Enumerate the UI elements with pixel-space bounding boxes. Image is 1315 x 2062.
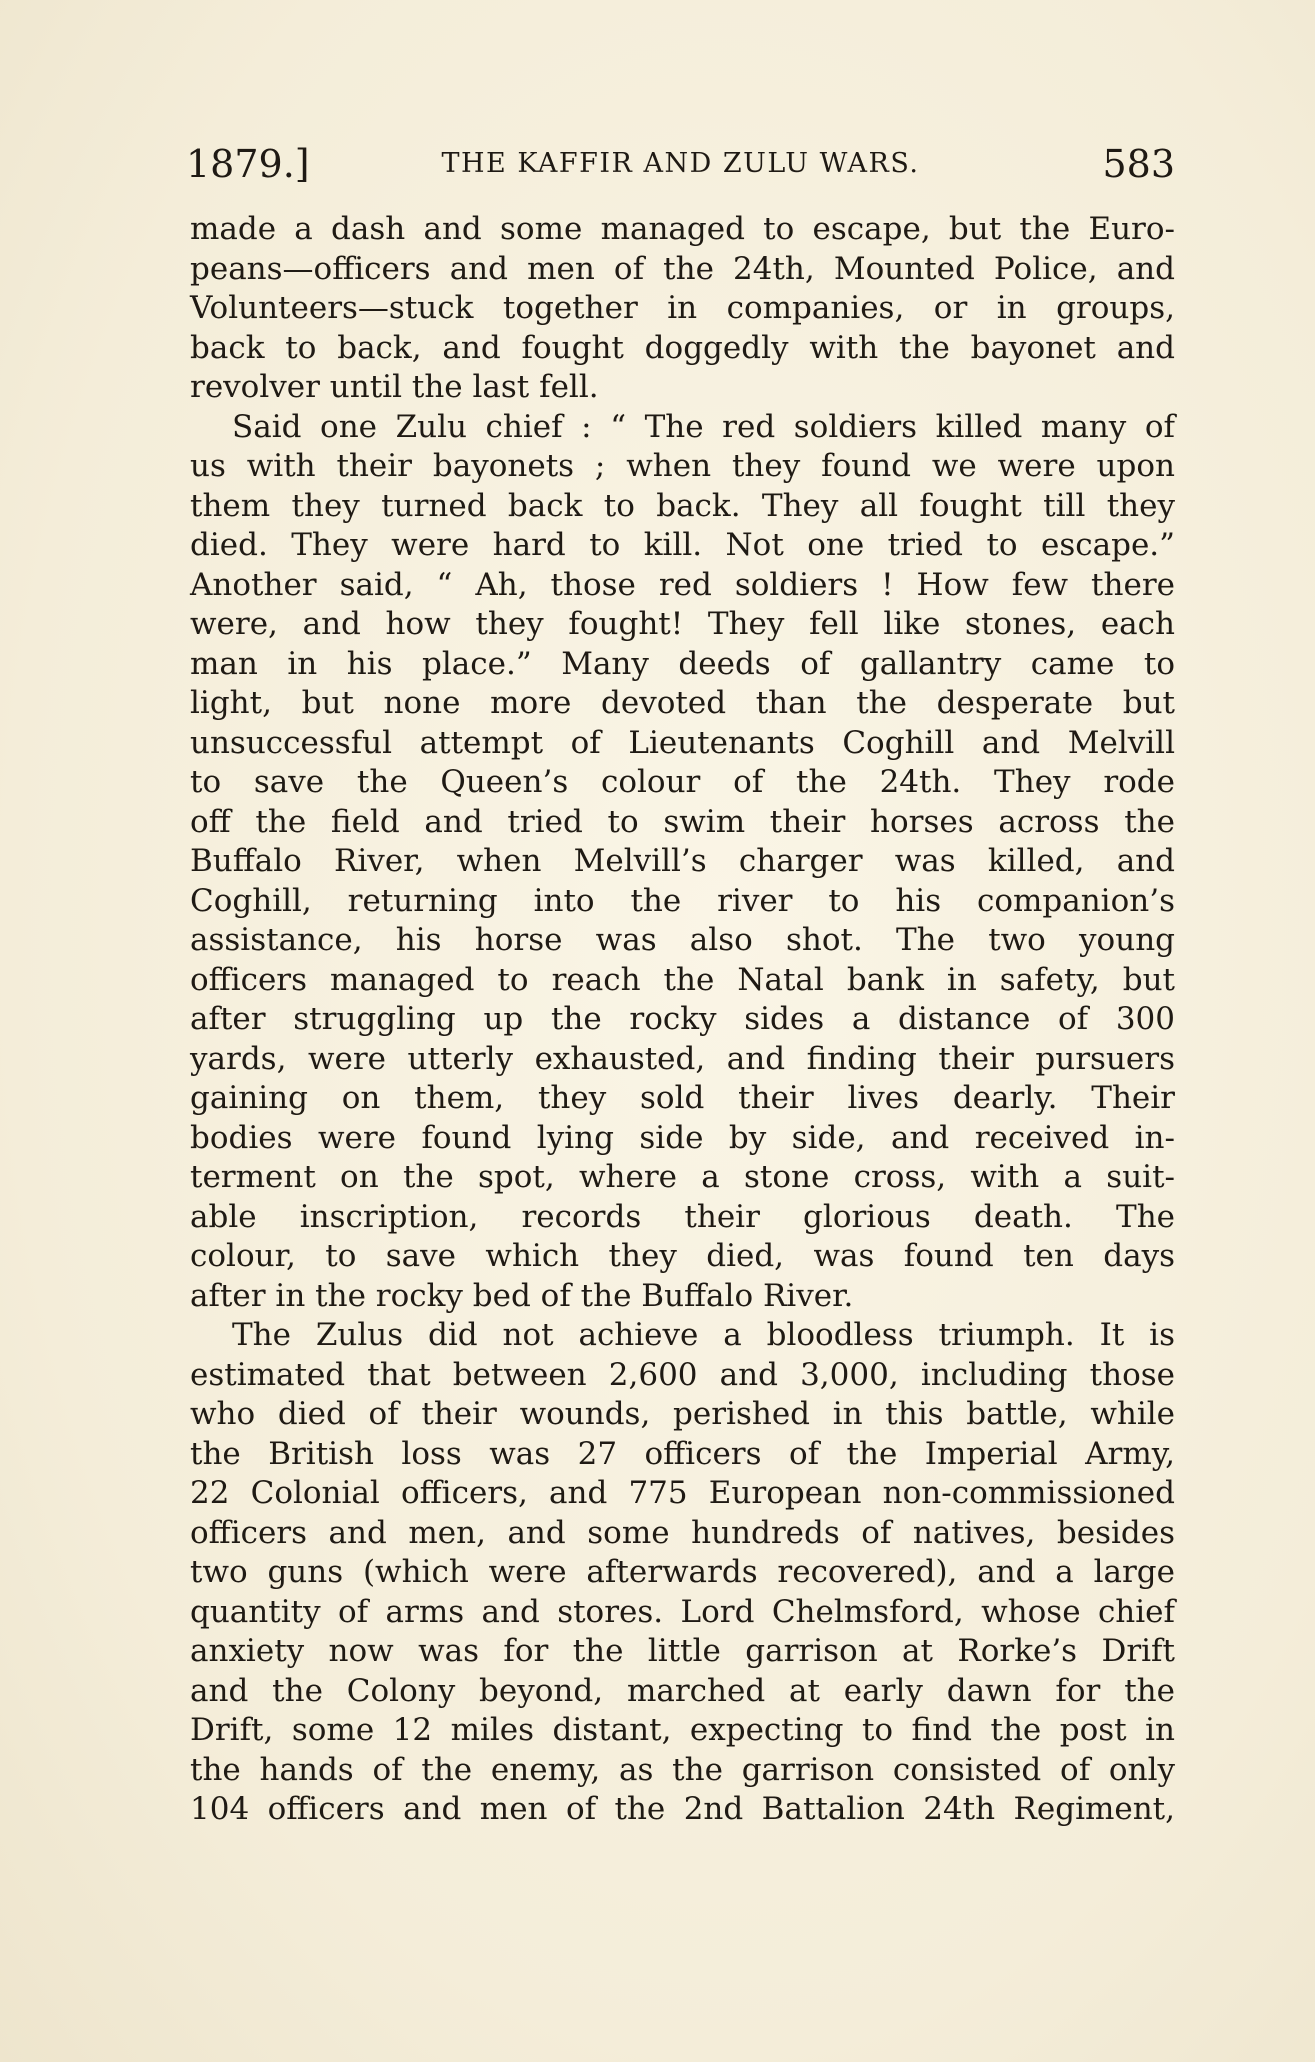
text-line: and the Colony beyond, marched at early dawn for the: [190, 1672, 1175, 1709]
text-line: Coghill, returning into the river to his companion’s: [190, 882, 1175, 919]
header-year: 1879.]: [186, 142, 310, 186]
text-line: anxiety now was for the little garrison at Rorke’s Drift: [190, 1633, 1175, 1669]
text-line: Volunteers—stuck together in companies, or in groups,: [190, 290, 1175, 326]
text-line: peans—officers and men of the 24th, Mounted Police, and: [190, 250, 1175, 287]
text-line: back to back, and fought doggedly with the bayonet and: [190, 329, 1175, 366]
text-line: unsuccessful attempt of Lieutenants Coghill and Melvill: [190, 724, 1175, 761]
text-line: 22 Colonial officers, and 775 European non-commissioned: [190, 1475, 1175, 1511]
text-line: able inscription, records their glorious death. The: [190, 1198, 1175, 1235]
text-line: bodies were found lying side by side, and received in-: [190, 1119, 1175, 1156]
text-line: colour, to save which they died, was found ten days: [190, 1238, 1175, 1274]
text-line: to save the Queen’s colour of the 24th. They rode: [190, 764, 1175, 800]
body-text: [190, 210, 1175, 1830]
text-line: quantity of arms and stores. Lord Chelmsford, whose chief: [190, 1593, 1175, 1630]
text-line: Buffalo River, when Melvill’s charger was killed, and: [190, 843, 1175, 879]
text-line: light, but none more devoted than the desperate but: [190, 685, 1175, 721]
text-line: 104 officers and men of the 2nd Battalion 24th Regiment,: [190, 1791, 1175, 1827]
text-line: officers and men, and some hundreds of natives, besides: [190, 1514, 1175, 1551]
text-line: who died of their wounds, perished in this battle, while: [190, 1396, 1175, 1432]
text-line: after struggling up the rocky sides a distance of 300: [190, 1001, 1175, 1037]
text-line: terment on the spot, where a stone cross, with a suit-: [190, 1159, 1175, 1195]
text-line: The Zulus did not achieve a bloodless triumph. It is: [232, 1317, 1175, 1353]
text-line: assistance, his horse was also shot. The two young: [190, 922, 1175, 958]
text-line: estimated that between 2,600 and 3,000, including those: [190, 1356, 1175, 1393]
text-line: after in the rocky bed of the Buffalo River.: [190, 1277, 854, 1314]
text-line: Another said, “ Ah, those red soldiers ! How few there: [190, 566, 1175, 603]
text-line: made a dash and some managed to escape, but the Euro-: [190, 211, 1175, 247]
text-line: Drift, some 12 miles distant, expecting to find the post in: [190, 1712, 1175, 1748]
text-line: them they turned back to back. They all fought till they: [190, 487, 1175, 524]
text-line: revolver until the last fell.: [190, 369, 599, 405]
text-line: the hands of the enemy, as the garrison consisted of only: [190, 1751, 1175, 1788]
text-line: the British loss was 27 officers of the Imperial Army,: [190, 1435, 1175, 1472]
text-line: were, and how they fought! They fell like stones, each: [190, 606, 1175, 642]
text-line: off the field and tried to swim their horses across the: [190, 803, 1175, 840]
running-title: THE KAFFIR AND ZULU WARS.: [441, 148, 920, 179]
text-line: man in his place.” Many deeds of gallantry came to: [190, 645, 1175, 682]
text-line: gaining on them, they sold their lives dearly. Their: [190, 1080, 1175, 1116]
text-line: two guns (which were afterwards recovered), and a large: [190, 1554, 1175, 1590]
text-line: yards, were utterly exhausted, and finding their pursuers: [190, 1040, 1175, 1077]
text-line: died. They were hard to kill. Not one tried to escape.”: [190, 527, 1175, 563]
running-header: [186, 138, 1175, 190]
page-number: 583: [1102, 142, 1175, 186]
text-line: Said one Zulu chief : “ The red soldiers killed many of: [232, 408, 1175, 445]
text-line: us with their bayonets ; when they found we were upon: [190, 448, 1175, 484]
text-line: officers managed to reach the Natal bank in safety, but: [190, 961, 1175, 998]
